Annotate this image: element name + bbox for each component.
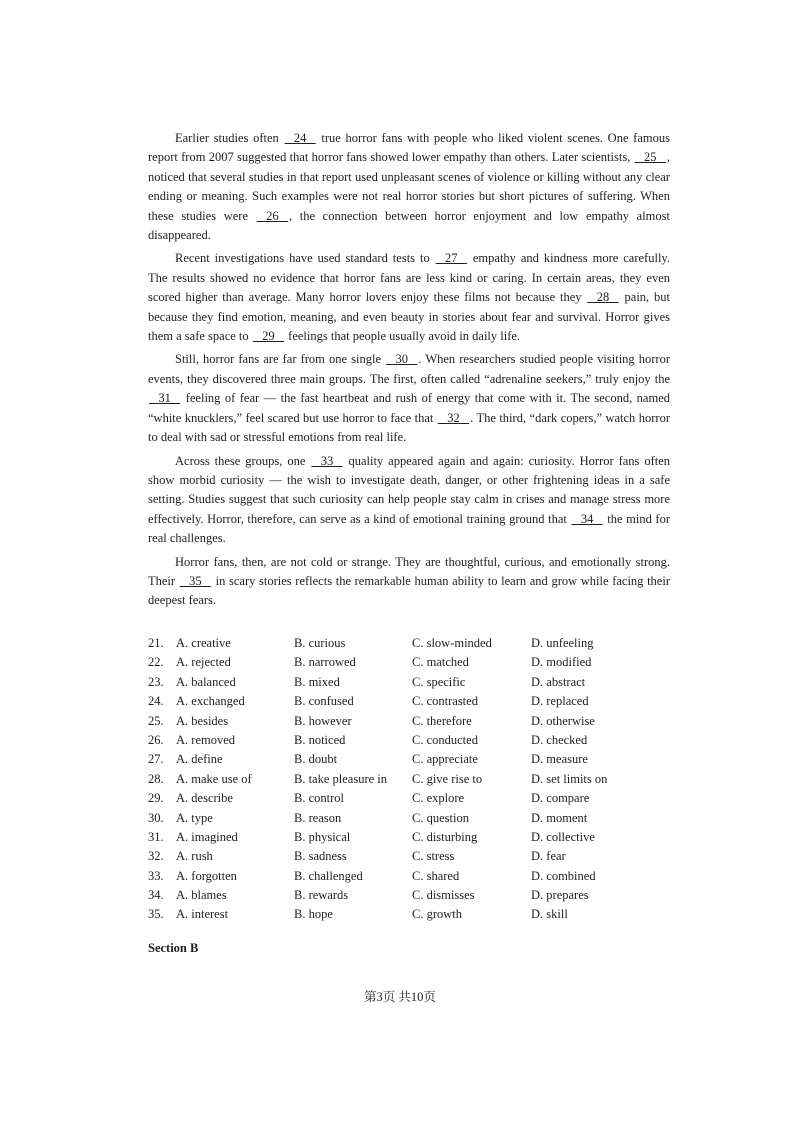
- option-row: [148, 750, 648, 769]
- option-b: B. confused: [294, 694, 354, 709]
- option-d: D. modified: [531, 655, 592, 670]
- answer-blank: 25: [634, 150, 666, 165]
- passage-paragraph: [148, 452, 670, 549]
- passage-text: feeling of fear — the fast heartbeat and rush of energy that come with it. The second, named “white knucklers,” feel scared but use horror to face that: [148, 391, 670, 425]
- answer-options: [148, 634, 648, 925]
- option-a: A. exchanged: [176, 694, 245, 709]
- option-a: A. describe: [176, 791, 233, 806]
- option-b: B. challenged: [294, 868, 363, 883]
- answer-blank: 26: [256, 208, 288, 223]
- option-a: A. removed: [176, 732, 236, 747]
- option-row: [148, 712, 648, 731]
- passage-text: , noticed that several studies in that report used unpleasant scenes of violence or killing without any clear ending or meaning. Such examples were not real horror stories but short pictures of suffering. When these studies were: [148, 150, 670, 223]
- answer-blank: 32: [437, 410, 470, 425]
- option-row: [148, 770, 648, 789]
- question-number: 29.: [148, 791, 164, 806]
- option-c: C. explore: [412, 791, 465, 806]
- option-b: B. take pleasure in: [294, 771, 388, 786]
- option-c: C. question: [412, 810, 469, 825]
- passage-text: feelings that people usually avoid in daily life.: [285, 329, 521, 344]
- option-b: B. sadness: [294, 849, 347, 864]
- passage-text: empathy and kindness more carefully. The results showed no evidence that horror fans are less kind or caring. In certain areas, they even scored higher than average. Many horror lovers enjoy these films not because they: [148, 251, 670, 305]
- question-number: 22.: [148, 655, 164, 670]
- option-d: D. replaced: [531, 694, 589, 709]
- passage-text: Earlier studies often: [175, 131, 284, 145]
- option-c: C. specific: [412, 674, 466, 689]
- passage-text: . When researchers studied people visiting horror events, they discovered three main groups. The first, often called “adrenaline seekers,” truly enjoy the: [148, 352, 671, 386]
- option-c: C. contrasted: [412, 694, 478, 709]
- option-row: [148, 653, 648, 672]
- option-d: D. collective: [531, 829, 595, 844]
- option-b: B. rewards: [294, 888, 349, 903]
- option-b: B. control: [294, 791, 344, 806]
- option-d: D. fear: [531, 849, 566, 864]
- option-b: B. mixed: [294, 674, 340, 689]
- option-b: B. narrowed: [294, 655, 356, 670]
- option-d: D. unfeeling: [531, 636, 594, 650]
- question-number: 25.: [148, 713, 164, 728]
- option-a: A. define: [176, 752, 223, 767]
- option-d: D. set limits on: [531, 771, 608, 786]
- answer-blank: 34: [571, 511, 603, 526]
- question-number: 21.: [148, 636, 164, 650]
- passage-text: in scary stories reflects the remarkable human ability to learn and grow while facing their deepest fears.: [148, 573, 670, 608]
- answer-blank: 30: [386, 352, 418, 367]
- answer-blank: 29: [252, 329, 285, 344]
- option-b: B. reason: [294, 810, 342, 825]
- option-d: D. moment: [531, 810, 588, 825]
- option-c: C. disturbing: [412, 829, 478, 844]
- option-row: [148, 886, 648, 905]
- option-c: C. growth: [412, 907, 462, 922]
- option-c: C. shared: [412, 868, 460, 883]
- option-a: A. forgotten: [176, 868, 237, 883]
- option-a: A. imagined: [176, 829, 238, 844]
- page-footer: 第3页 共10页: [364, 990, 436, 1004]
- option-row: [148, 634, 648, 653]
- option-b: B. physical: [294, 829, 351, 844]
- question-number: 28.: [148, 771, 164, 786]
- answer-blank: 35: [179, 573, 211, 588]
- question-number: 31.: [148, 829, 164, 844]
- passage-paragraph: [148, 350, 670, 447]
- option-a: A. rejected: [176, 655, 231, 670]
- option-a: A. creative: [176, 636, 231, 650]
- option-b: B. curious: [294, 636, 346, 650]
- passage-text: Recent investigations have used standard tests to: [175, 251, 435, 266]
- option-a: A. make use of: [176, 771, 252, 786]
- question-number: 33.: [148, 868, 164, 883]
- passage-paragraph: [148, 553, 670, 611]
- option-a: A. besides: [176, 713, 229, 728]
- answer-blank: 31: [149, 391, 181, 406]
- option-d: D. abstract: [531, 674, 586, 689]
- option-row: [148, 731, 648, 750]
- passage-text: quality appeared again and again: curiosity. Horror fans often show morbid curiosity — the wish to investigate death, danger, or other frightening ideas in a safe setting. Studies suggest that such curiosity can help people stay calm in crises and manage stress more effectively. Horror, therefore, can serve as a kind of emotional training ground that: [148, 453, 671, 526]
- passage-text: true horror fans with people who liked violent scenes. One famous report from 2007 suggested that horror fans showed lower empathy than others. Later scientists,: [148, 131, 670, 165]
- option-row: [148, 789, 648, 808]
- option-row: [148, 867, 648, 886]
- option-c: C. give rise to: [412, 771, 483, 786]
- passage-text: Still, horror fans are far from one single: [175, 352, 386, 367]
- answer-blank: 28: [587, 290, 619, 305]
- question-number: 32.: [148, 849, 164, 864]
- option-a: A. type: [176, 810, 213, 825]
- option-row: [148, 847, 648, 866]
- option-c: C. dismisses: [412, 888, 475, 903]
- answer-blank: 24: [284, 131, 316, 145]
- option-b: B. however: [294, 713, 352, 728]
- option-a: A. rush: [176, 849, 213, 864]
- passage-text: Across these groups, one: [175, 453, 311, 468]
- option-d: D. checked: [531, 732, 588, 747]
- option-a: A. interest: [176, 907, 229, 922]
- passage-paragraph: [148, 129, 670, 245]
- option-row: [148, 692, 648, 711]
- option-b: B. doubt: [294, 752, 338, 767]
- passage-text: the mind for real challenges.: [148, 511, 671, 546]
- option-row: [148, 673, 648, 692]
- option-b: B. noticed: [294, 732, 346, 747]
- question-number: 34.: [148, 888, 164, 903]
- passage-text: pain, but because they find emotion, meaning, and even beauty in stories about fear and survival. Horror gives them a safe space to: [148, 290, 670, 344]
- option-row: [148, 905, 648, 924]
- question-number: 23.: [148, 674, 164, 689]
- passage-text: . The third, “dark copers,” watch horror to deal with sad or stressful emotions from real life.: [148, 410, 670, 445]
- option-d: D. otherwise: [531, 713, 595, 728]
- passage-text: Horror fans, then, are not cold or strange. They are thoughtful, curious, and emotionally strong. Their: [148, 554, 670, 588]
- passage: [148, 129, 670, 615]
- option-row: [148, 809, 648, 828]
- option-d: D. compare: [531, 791, 590, 806]
- option-b: B. hope: [294, 907, 333, 922]
- option-row: [148, 828, 648, 847]
- question-number: 30.: [148, 810, 164, 825]
- option-a: A. blames: [176, 888, 227, 903]
- option-c: C. therefore: [412, 713, 472, 728]
- answer-blank: 27: [435, 251, 467, 266]
- passage-text: , the connection between horror enjoyment and low empathy almost disappeared.: [148, 208, 670, 243]
- answer-blank: 33: [311, 453, 343, 468]
- option-d: D. combined: [531, 868, 596, 883]
- option-c: C. matched: [412, 655, 469, 670]
- question-number: 24.: [148, 694, 164, 709]
- passage-paragraph: [148, 249, 670, 346]
- section-heading: Section B: [148, 941, 199, 955]
- option-c: C. slow-minded: [412, 636, 492, 650]
- question-number: 27.: [148, 752, 164, 767]
- option-d: D. prepares: [531, 888, 589, 903]
- option-c: C. conducted: [412, 732, 478, 747]
- option-d: D. skill: [531, 907, 568, 922]
- question-number: 26.: [148, 732, 164, 747]
- question-number: 35.: [148, 907, 164, 922]
- option-d: D. measure: [531, 752, 588, 767]
- option-a: A. balanced: [176, 674, 236, 689]
- option-c: C. stress: [412, 849, 455, 864]
- option-c: C. appreciate: [412, 752, 478, 767]
